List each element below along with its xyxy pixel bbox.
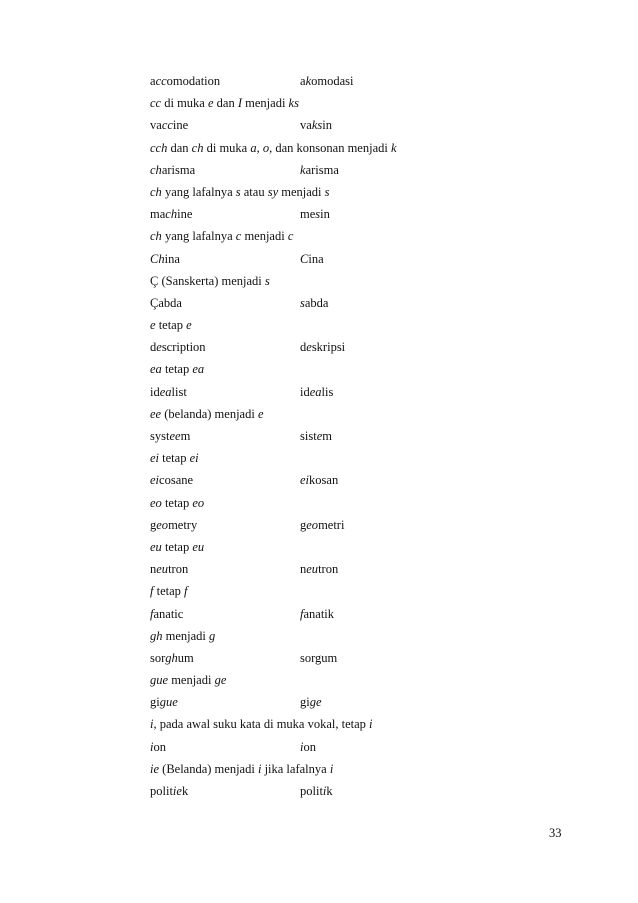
text-segment: polit: [150, 784, 173, 798]
italic-segment: eo: [150, 495, 162, 510]
text-segment: gi: [150, 695, 160, 710]
text-segment: va: [300, 118, 312, 133]
italic-segment: i: [257, 761, 262, 776]
text-segment: list: [171, 384, 187, 399]
text-segment: kosan: [309, 473, 339, 488]
indonesian-word: [300, 114, 332, 136]
italic-segment: Ch: [150, 251, 165, 266]
italic-segment: c: [287, 229, 294, 244]
example-pair: [150, 514, 590, 536]
text-segment: me: [300, 207, 316, 222]
text-segment: g: [300, 517, 307, 532]
text-segment: ina: [164, 251, 180, 266]
source-word: [150, 558, 188, 580]
text-segment: atau: [240, 184, 268, 199]
text-segment: in: [322, 118, 332, 133]
text-segment: pada awal suku kata di muka vokal, tetap: [156, 717, 370, 732]
italic-segment: ie: [172, 784, 182, 798]
indonesian-word: [300, 70, 353, 92]
italic-segment: cc: [150, 96, 162, 111]
indonesian-word: [300, 691, 322, 713]
indonesian-word: [300, 248, 324, 270]
text-segment: di muka: [203, 140, 251, 155]
italic-segment: ee: [150, 406, 162, 421]
spelling-rule: [150, 580, 590, 602]
text-segment: a: [150, 74, 156, 88]
text-segment: syst: [150, 429, 170, 443]
italic-segment: ei: [189, 451, 199, 466]
text-segment: in: [320, 207, 330, 222]
italic-segment: e: [207, 96, 214, 111]
example-pair: [150, 292, 590, 314]
indonesian-word: [300, 381, 333, 403]
source-word: [150, 203, 192, 225]
text-segment: on: [153, 739, 166, 754]
indonesian-word: [300, 292, 328, 314]
italic-segment: C: [300, 251, 309, 266]
italic-segment: sy: [267, 184, 279, 199]
text-segment: metri: [318, 517, 345, 532]
example-pair: [150, 336, 590, 358]
italic-segment: f: [150, 584, 154, 599]
text-segment: di muka: [161, 96, 208, 111]
example-pair: [150, 425, 590, 447]
text-segment: dan: [167, 140, 192, 155]
text-segment: m: [180, 429, 191, 443]
example-pair: [150, 203, 590, 225]
example-pair: [150, 159, 590, 181]
italic-segment: ei: [150, 473, 160, 488]
source-word: [150, 248, 180, 270]
text-segment: ine: [177, 207, 193, 222]
italic-segment: gue: [150, 673, 169, 688]
italic-segment: gh: [165, 650, 178, 665]
spelling-rule: [150, 403, 590, 425]
italic-segment: eo: [306, 517, 319, 532]
text-segment: a: [300, 74, 306, 88]
text-segment: (Belanda) menjadi: [159, 761, 258, 776]
text-segment: menjadi: [162, 628, 210, 643]
spelling-list: [150, 70, 590, 802]
italic-segment: eu: [150, 539, 162, 554]
text-segment: dan: [213, 96, 238, 111]
source-word: [150, 691, 178, 713]
spelling-rule: [150, 625, 590, 647]
italic-segment: k: [390, 140, 397, 155]
text-segment: menjadi: [242, 96, 289, 111]
italic-segment: s: [264, 273, 270, 288]
source-word: [150, 114, 188, 136]
example-pair: [150, 70, 590, 92]
source-word: [150, 780, 188, 802]
italic-segment: i: [322, 784, 327, 798]
text-segment: tron: [168, 562, 189, 577]
italic-segment: cc: [161, 118, 173, 133]
italic-segment: e: [257, 406, 264, 421]
italic-segment: i: [150, 739, 154, 754]
spelling-rule: [150, 447, 590, 469]
indonesian-word: [300, 736, 316, 758]
text-segment: on: [303, 739, 316, 754]
text-segment: abda: [304, 295, 329, 310]
spelling-rule: [150, 137, 590, 159]
italic-segment: eo: [192, 495, 205, 510]
italic-segment: cch: [150, 140, 168, 155]
italic-segment: s: [235, 184, 241, 199]
text-segment: gi: [300, 695, 310, 710]
italic-segment: s: [315, 207, 321, 222]
example-pair: [150, 381, 590, 403]
spelling-rule: [150, 181, 590, 203]
italic-segment: ge: [309, 695, 322, 710]
text-segment: ma: [150, 207, 166, 222]
text-segment: ine: [172, 118, 189, 133]
text-segment: tetap: [159, 451, 190, 466]
text-segment: m: [322, 429, 332, 443]
text-segment: arisma: [161, 162, 196, 177]
text-segment: menjadi: [168, 673, 215, 688]
spelling-rule: [150, 92, 590, 114]
italic-segment: e: [150, 318, 156, 333]
text-segment: d: [300, 340, 307, 355]
source-word: [150, 736, 166, 758]
text-segment: anatic: [153, 606, 184, 621]
text-segment: sor: [150, 650, 166, 665]
source-word: [150, 469, 193, 491]
text-segment: tetap: [161, 362, 193, 377]
spelling-rule: [150, 225, 590, 247]
italic-segment: f: [184, 584, 188, 599]
text-segment: scription: [161, 340, 206, 355]
example-pair: [150, 469, 590, 491]
indonesian-word: [300, 514, 344, 536]
italic-segment: ge: [214, 673, 227, 688]
italic-segment: cc: [155, 74, 167, 88]
text-segment: k: [326, 784, 333, 798]
text-segment: id: [300, 384, 310, 399]
indonesian-word: [300, 558, 338, 580]
source-word: [150, 647, 194, 669]
source-word: [150, 336, 206, 358]
italic-segment: ch: [150, 184, 162, 199]
indonesian-word: [300, 336, 345, 358]
source-word: [150, 514, 197, 536]
text-segment: cosane: [159, 473, 194, 488]
source-word: [150, 292, 182, 314]
italic-segment: ea: [150, 362, 162, 377]
text-segment: tron: [318, 562, 339, 577]
text-segment: tetap: [161, 495, 193, 510]
text-segment: (belanda) menjadi: [161, 406, 258, 421]
italic-segment: e: [156, 340, 162, 355]
italic-segment: ks: [288, 96, 299, 111]
text-segment: tetap: [161, 539, 193, 554]
italic-segment: i: [329, 761, 334, 776]
text-segment: g: [150, 517, 157, 532]
italic-segment: c: [235, 229, 242, 244]
italic-segment: ch: [191, 140, 204, 155]
text-segment: va: [150, 118, 162, 133]
italic-segment: k: [300, 162, 306, 177]
example-pair: [150, 647, 590, 669]
spelling-rule: [150, 758, 590, 780]
italic-segment: ea: [192, 362, 205, 377]
text-segment: Çabda: [150, 295, 182, 310]
text-segment: sist: [300, 429, 317, 443]
spelling-rule: [150, 713, 590, 735]
text-segment: id: [150, 384, 160, 399]
text-segment: um: [177, 650, 194, 665]
indonesian-word: [300, 159, 339, 181]
italic-segment: ch: [165, 207, 178, 222]
text-segment: ina: [308, 251, 324, 266]
spelling-rule: [150, 358, 590, 380]
indonesian-word: [300, 203, 330, 225]
text-segment: skripsi: [311, 340, 346, 355]
italic-segment: I: [237, 96, 243, 111]
italic-segment: ei: [300, 473, 310, 488]
indonesian-word: [300, 425, 332, 447]
text-segment: yang lafalnya: [161, 184, 236, 199]
italic-segment: e: [316, 429, 323, 443]
source-word: [150, 70, 220, 92]
example-pair: [150, 691, 590, 713]
example-pair: [150, 780, 590, 802]
text-segment: menjadi: [241, 229, 288, 244]
example-pair: [150, 558, 590, 580]
text-segment: dan konsonan menjadi: [272, 140, 391, 155]
source-word: [150, 159, 195, 181]
indonesian-word: [300, 647, 337, 669]
italic-segment: e: [306, 340, 312, 355]
italic-segment: f: [150, 606, 154, 621]
italic-segment: ee: [169, 429, 181, 443]
italic-segment: g: [209, 628, 216, 643]
italic-segment: ch: [150, 229, 162, 244]
italic-segment: ea: [159, 384, 172, 399]
italic-segment: i: [300, 739, 304, 754]
source-word: [150, 381, 187, 403]
text-segment: arisma: [305, 162, 339, 177]
example-pair: [150, 248, 590, 270]
text-segment: omodation: [166, 74, 221, 88]
italic-segment: ie: [150, 761, 160, 776]
text-segment: jika lafalnya: [261, 761, 330, 776]
italic-segment: s: [324, 184, 330, 199]
italic-segment: k: [305, 74, 312, 88]
example-pair: [150, 736, 590, 758]
text-segment: anatik: [303, 606, 335, 621]
italic-segment: ks: [311, 118, 323, 133]
text-segment: yang lafalnya: [161, 229, 236, 244]
text-segment: polit: [300, 784, 323, 798]
text-segment: tetap: [155, 318, 187, 333]
italic-segment: s: [300, 295, 305, 310]
spelling-rule: [150, 270, 590, 292]
italic-segment: f: [300, 606, 304, 621]
italic-segment: eu: [306, 562, 319, 577]
italic-segment: e: [186, 318, 192, 333]
italic-segment: ei: [150, 451, 160, 466]
indonesian-word: [300, 469, 338, 491]
text-segment: tetap: [153, 584, 185, 599]
italic-segment: a, o,: [250, 140, 273, 155]
italic-segment: gh: [150, 628, 163, 643]
text-segment: d: [150, 340, 157, 355]
indonesian-word: [300, 780, 333, 802]
example-pair: [150, 603, 590, 625]
text-segment: omodasi: [311, 74, 354, 88]
italic-segment: eo: [156, 517, 169, 532]
italic-segment: eu: [156, 562, 169, 577]
italic-segment: i: [369, 717, 373, 732]
page-number: 33: [549, 826, 562, 840]
italic-segment: ch: [150, 162, 162, 177]
italic-segment: gue: [159, 695, 178, 710]
text-segment: lis: [321, 384, 334, 399]
italic-segment: ea: [309, 384, 322, 399]
text-segment: sorgum: [300, 650, 338, 665]
example-pair: [150, 114, 590, 136]
text-segment: Ç (Sanskerta) menjadi: [150, 273, 265, 288]
text-segment: k: [181, 784, 189, 798]
italic-segment: i,: [150, 717, 157, 732]
indonesian-word: [300, 603, 334, 625]
spelling-rule: [150, 536, 590, 558]
source-word: [150, 425, 190, 447]
text-segment: menjadi: [278, 184, 325, 199]
italic-segment: eu: [192, 539, 205, 554]
spelling-rule: [150, 669, 590, 691]
spelling-rule: [150, 492, 590, 514]
source-word: [150, 603, 183, 625]
spelling-rule: [150, 314, 590, 336]
text-segment: n: [150, 562, 157, 577]
text-segment: metry: [168, 517, 198, 532]
text-segment: n: [300, 562, 307, 577]
